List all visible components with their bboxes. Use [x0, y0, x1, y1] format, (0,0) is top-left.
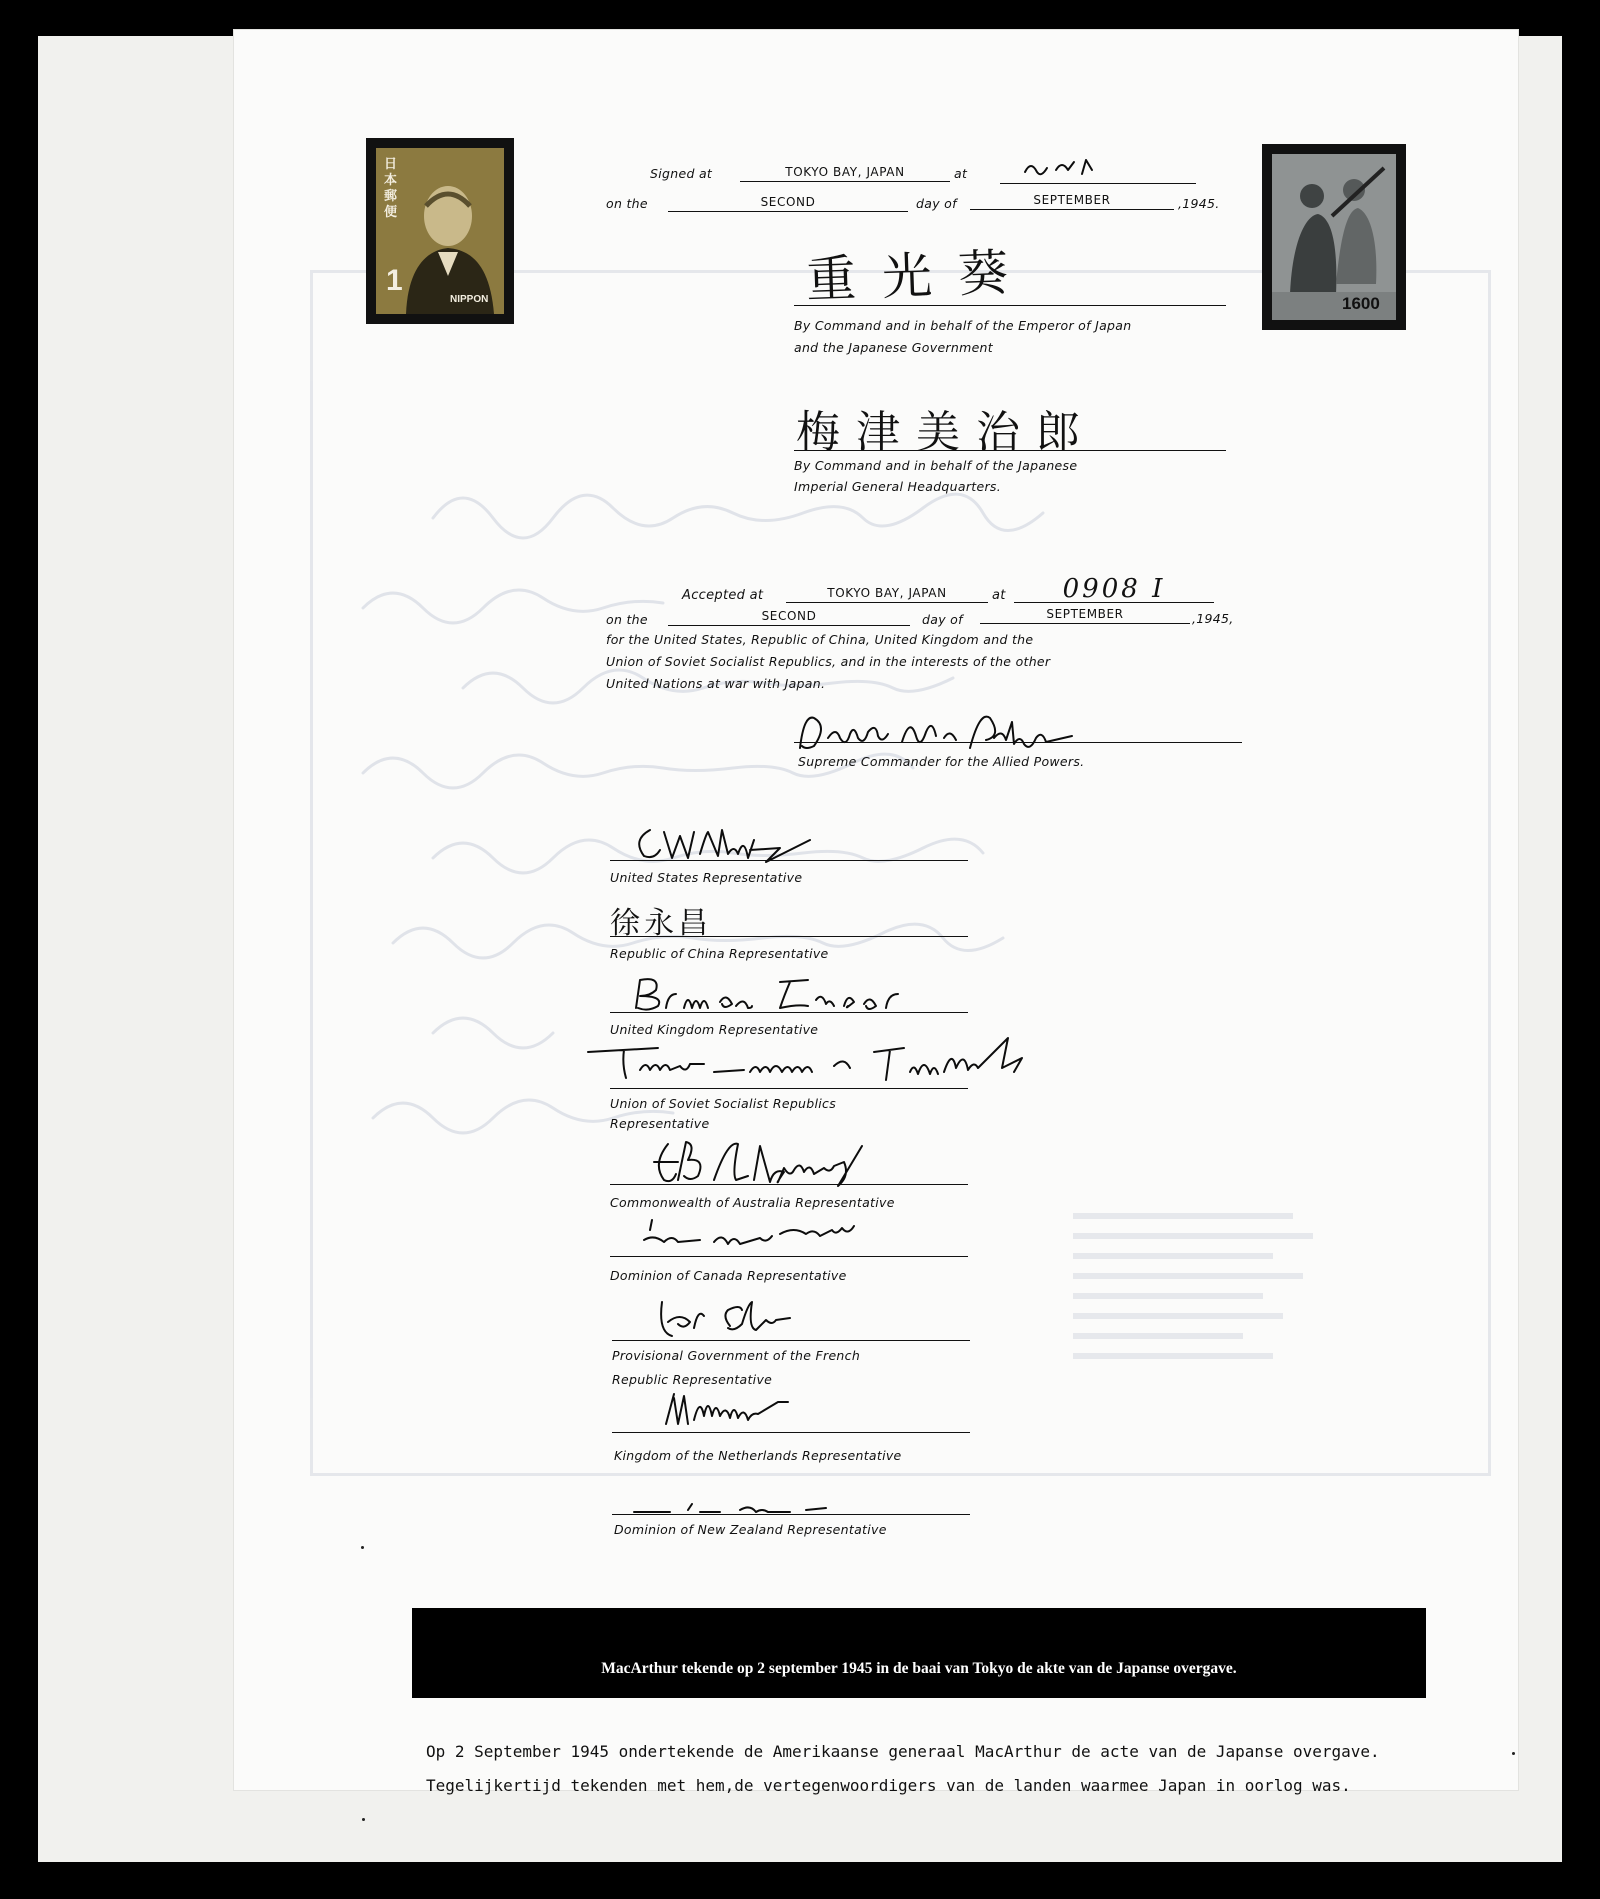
us-rep-line — [610, 860, 968, 861]
banner-text: MacArthur tekende op 2 september 1945 in de baai van Tokyo de akte van de Japanse overgave. — [601, 1660, 1237, 1677]
france-rep-caption-line2: Republic Representative — [612, 1372, 773, 1387]
accepted-year: ,1945, — [1192, 611, 1234, 626]
signed-on-label: on the — [606, 196, 648, 211]
nimitz-signature — [630, 824, 830, 860]
china-rep-caption: Republic of China Representative — [610, 946, 829, 961]
caption-banner — [412, 1608, 1426, 1698]
australia-rep-line — [610, 1184, 968, 1185]
japan-signer1-line — [794, 305, 1226, 306]
australia-rep-caption: Commonwealth of Australia Representative — [610, 1195, 895, 1210]
ussr-rep-line — [610, 1088, 968, 1089]
china-stamp-workers — [1272, 154, 1396, 320]
signed-time-handwriting — [1020, 152, 1110, 182]
speck — [1512, 1752, 1515, 1755]
supreme-commander-caption: Supreme Commander for the Allied Powers. — [798, 754, 1085, 769]
signed-at-place: TOKYO BAY, JAPAN — [740, 165, 950, 182]
accepted-connector: at — [992, 588, 1006, 603]
china-rep-signature: 徐永昌 — [610, 906, 712, 941]
stamp-vertical-text: 日本郵便 — [384, 156, 398, 219]
ussr-rep-caption-line1: Union of Soviet Socialist Republics — [610, 1096, 837, 1111]
canada-rep-caption: Dominion of Canada Representative — [610, 1268, 847, 1283]
japan-signer2-caption-line1: By Command and in behalf of the Japanese — [794, 458, 1078, 473]
stamp-denomination: 1 — [386, 264, 403, 297]
japan-signer1-caption-line2: and the Japanese Government — [794, 340, 993, 355]
signed-day: SECOND — [668, 195, 908, 212]
japan-stamp — [366, 138, 514, 324]
stamp-country: NIPPON — [450, 294, 489, 305]
accepted-place: TOKYO BAY, JAPAN — [786, 586, 988, 603]
day-of-label: day of — [916, 196, 957, 211]
japan-stamp-portrait — [376, 148, 504, 314]
accepted-time: 0908 I — [1014, 574, 1214, 603]
japan-signer1-caption-line1: By Command and in behalf of the Emperor of Japan — [794, 318, 1132, 333]
france-rep-line — [612, 1340, 970, 1341]
macarthur-line — [794, 742, 1242, 743]
signed-month: SEPTEMBER — [970, 193, 1174, 210]
cosgrave-signature — [620, 1216, 920, 1252]
blamey-signature — [650, 1136, 920, 1188]
netherlands-rep-caption: Kingdom of the Netherlands Representative — [614, 1448, 902, 1463]
helfrich-signature — [660, 1388, 840, 1428]
accepted-on-label: on the — [606, 612, 648, 627]
accepted-body-line2: Union of Soviet Socialist Republics, and in the interests of the other — [606, 654, 1051, 669]
isitt-signature — [630, 1498, 930, 1518]
france-rep-caption-line1: Provisional Government of the French — [612, 1348, 861, 1363]
album-caption-line2: Tegelijkertijd tekenden met hem,de vertegenwoordigers van de landen waarmee Japan in oorlog was. — [426, 1776, 1351, 1795]
signed-time-line — [1000, 183, 1196, 184]
speck — [362, 1818, 365, 1821]
china-stamp — [1262, 144, 1406, 330]
accepted-day: SECOND — [668, 609, 910, 626]
us-rep-caption: United States Representative — [610, 870, 803, 885]
new-zealand-rep-caption: Dominion of New Zealand Representative — [614, 1522, 887, 1537]
accepted-body-line3: United Nations at war with Japan. — [606, 676, 826, 691]
fraser-signature — [630, 974, 920, 1014]
netherlands-rep-line — [612, 1432, 970, 1433]
derevyanko-signature — [584, 1032, 1094, 1090]
umezu-signature: 梅津美治郎 — [796, 407, 1096, 458]
shigemitsu-signature: 重光葵 — [805, 243, 1036, 309]
macarthur-signature — [794, 708, 1124, 756]
signed-at-connector: at — [954, 166, 968, 181]
japan-signer2-caption-line2: Imperial General Headquarters. — [794, 479, 1001, 494]
signed-year: ,1945. — [1178, 196, 1220, 211]
signed-at-label: Signed at — [650, 166, 713, 181]
accepted-body-line1: for the United States, Republic of China, United Kingdom and the — [606, 632, 1034, 647]
uk-rep-line — [610, 1012, 968, 1013]
accepted-day-of-label: day of — [922, 612, 963, 627]
japan-signer2-line — [794, 450, 1226, 451]
accepted-label: Accepted at — [682, 588, 764, 603]
ussr-rep-caption-line2: Representative — [610, 1116, 710, 1131]
album-caption-line1: Op 2 September 1945 ondertekende de Amerikaanse generaal MacArthur de acte van de Japanse overgave. — [426, 1742, 1380, 1761]
uk-rep-caption: United Kingdom Representative — [610, 1022, 819, 1037]
stamp-denomination: 1600 — [1342, 294, 1380, 313]
china-rep-line — [610, 936, 968, 937]
accepted-month: SEPTEMBER — [980, 607, 1190, 624]
speck — [361, 1546, 364, 1549]
new-zealand-rep-line — [612, 1514, 970, 1515]
leclerc-signature — [650, 1298, 860, 1342]
canada-rep-line — [610, 1256, 968, 1257]
